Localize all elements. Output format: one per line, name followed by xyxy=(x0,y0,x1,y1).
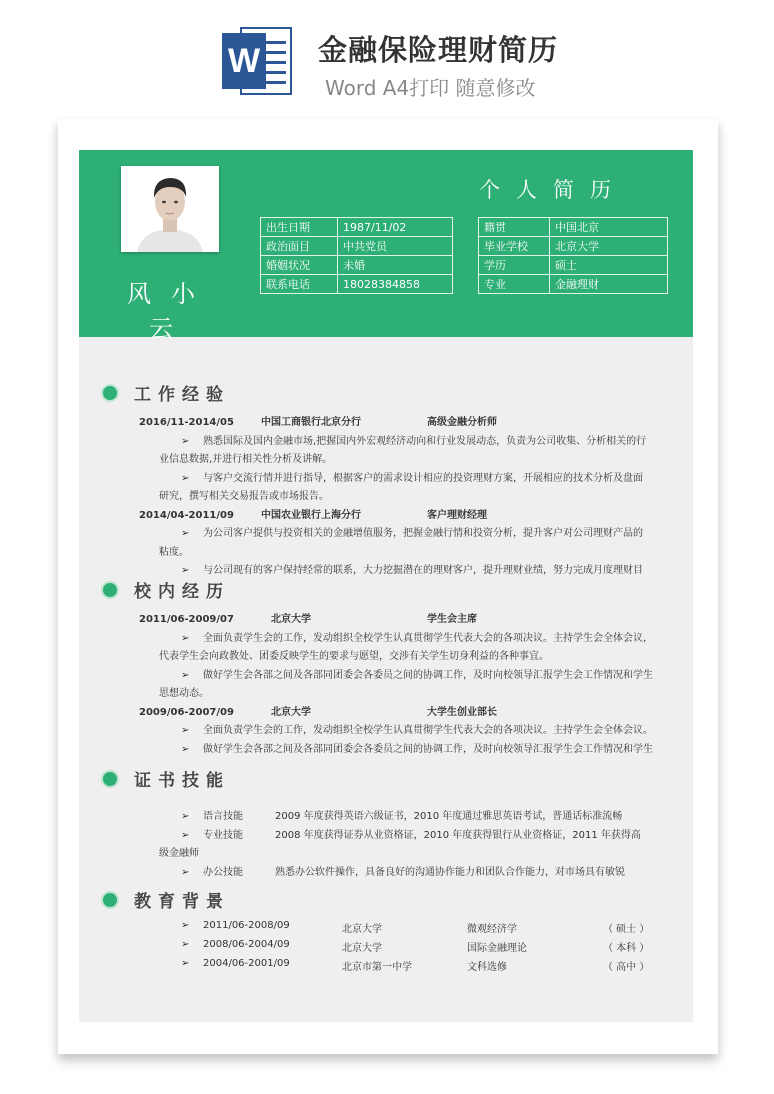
skill-continuation xyxy=(137,845,673,864)
work-entry-header xyxy=(137,507,673,526)
bullet-text: 与公司现有的客户保持经常的联系，大力挖掘潜在的理财客户，提升理财业绩，努力完成月度理财目 xyxy=(203,565,643,576)
work-section-body xyxy=(137,414,673,576)
resume-sheet xyxy=(58,119,718,1054)
entry-company: 中国工商银行北京分行 xyxy=(261,417,361,428)
bullet-continuation xyxy=(137,544,673,563)
info-value: 中国北京 xyxy=(550,218,668,237)
info-label: 婚姻状况 xyxy=(261,256,338,275)
bullet-line xyxy=(137,630,673,649)
word-letter: W xyxy=(222,33,266,89)
skill-text: 级金融师 xyxy=(159,848,199,859)
arrow-bullet-icon: ➢ xyxy=(181,669,190,681)
info-value: 北京大学 xyxy=(550,237,668,256)
bullet-text: 研究，撰写相关交易报告或市场报告。 xyxy=(159,491,329,502)
education-row xyxy=(137,939,673,958)
education-table xyxy=(137,920,673,977)
skill-line xyxy=(137,808,673,827)
banner-title: 金融保险理财简历 xyxy=(318,33,559,67)
top-banner xyxy=(0,0,774,110)
bullet-text: 代表学生会向政教处、团委反映学生的要求与愿望，交涉有关学生切身利益的各种事宜。 xyxy=(159,651,549,662)
bullet-text: 熟悉国际及国内金融市场,把握国内外宏观经济动向和行业发展动态，负责为公司收集、分析相关的行 xyxy=(203,435,647,447)
arrow-bullet-icon: ➢ xyxy=(181,565,190,576)
bullet-continuation xyxy=(137,648,673,667)
bullet-line xyxy=(137,433,673,452)
edu-degree: （ 本科 ） xyxy=(603,943,650,954)
section-title-text: 教育背景 xyxy=(134,892,230,912)
edu-degree: （ 硕士 ） xyxy=(603,924,650,935)
entry-period: 2016/11-2014/05 xyxy=(139,417,234,428)
skill-label: 语言技能 xyxy=(203,811,243,822)
bullet-line xyxy=(137,741,673,760)
candidate-name: 风小云 xyxy=(127,280,215,343)
education-row xyxy=(137,920,673,939)
arrow-bullet-icon: ➢ xyxy=(181,743,190,755)
info-value: 1987/11/02 xyxy=(338,218,453,237)
entry-position: 高级金融分析师 xyxy=(427,417,497,428)
bullet-continuation xyxy=(137,685,673,704)
edu-period: 2011/06-2008/09 xyxy=(203,920,290,931)
arrow-bullet-icon: ➢ xyxy=(181,472,190,484)
arrow-bullet-icon: ➢ xyxy=(181,528,190,539)
campus-entry-header xyxy=(137,611,673,630)
arrow-bullet-icon: ➢ xyxy=(181,829,190,841)
info-value: 硕士 xyxy=(550,256,668,275)
section-title-text: 校内经历 xyxy=(134,582,230,602)
edu-period: 2004/06-2001/09 xyxy=(203,958,290,969)
info-label: 专业 xyxy=(479,275,550,294)
bullet-continuation xyxy=(137,451,673,470)
entry-position: 大学生创业部长 xyxy=(427,706,497,718)
skill-label: 办公技能 xyxy=(203,866,243,878)
skill-text: 2009 年度获得英语六级证书，2010 年度通过雅思英语考试，普通话标准流畅 xyxy=(275,811,623,822)
edu-school: 北京大学 xyxy=(342,924,382,935)
skill-text: 熟悉办公软件操作，具备良好的沟通协作能力和团队合作能力，对市场具有敏锐 xyxy=(275,866,625,878)
info-label: 籍贯 xyxy=(479,218,550,237)
bullet-line xyxy=(137,722,673,741)
info-value: 中共党员 xyxy=(338,237,453,256)
bullet-text: 为公司客户提供与投资相关的金融增值服务，把握金融行情和投资分析，提升客户对公司理财产品的 xyxy=(203,528,643,539)
bullet-text: 全面负责学生会的工作，发动组织全校学生认真贯彻学生代表大会的各项决议。主持学生会全体会议， xyxy=(203,632,653,644)
entry-company: 北京大学 xyxy=(271,614,311,625)
green-dot-icon xyxy=(101,581,119,599)
entry-company: 中国农业银行上海分行 xyxy=(261,509,361,521)
bullet-text: 业信息数据,并进行相关性分析及讲解。 xyxy=(159,454,333,465)
entry-position: 学生会主席 xyxy=(427,614,477,625)
bullet-text: 全面负责学生会的工作，发动组织全校学生认真贯彻学生代表大会的各项决议。主持学生会全体会议。 xyxy=(203,725,653,736)
info-value: 未婚 xyxy=(338,256,453,275)
arrow-bullet-icon: ➢ xyxy=(181,958,190,969)
entry-period: 2011/06-2009/07 xyxy=(139,614,234,625)
bullet-text: 粘度。 xyxy=(159,546,189,558)
banner-subtitle: Word A4打印 随意修改 xyxy=(325,76,536,100)
resume-header xyxy=(79,150,693,343)
campus-entry-header xyxy=(137,704,673,723)
person-portrait-icon xyxy=(121,166,219,252)
section-title-text: 工作经验 xyxy=(134,385,230,405)
arrow-bullet-icon: ➢ xyxy=(181,811,190,822)
skills-section-body xyxy=(137,808,673,878)
info-label: 政治面目 xyxy=(261,237,338,256)
edu-major: 微观经济学 xyxy=(467,924,517,935)
bullet-line xyxy=(137,667,673,686)
edu-school: 北京大学 xyxy=(342,943,382,954)
info-row xyxy=(261,218,453,237)
info-row xyxy=(479,237,668,256)
info-label: 出生日期 xyxy=(261,218,338,237)
section-title-text: 证书技能 xyxy=(134,771,230,791)
education-row xyxy=(137,958,673,977)
bullet-line xyxy=(137,525,673,544)
resume-title: 个人简历 xyxy=(479,178,627,202)
arrow-bullet-icon: ➢ xyxy=(181,866,190,878)
arrow-bullet-icon: ➢ xyxy=(181,939,190,950)
edu-school: 北京市第一中学 xyxy=(342,962,412,973)
info-row xyxy=(261,237,453,256)
skill-text: 2008 年度获得证券从业资格证，2010 年度获得银行从业资格证，2011 年获得高 xyxy=(275,829,641,841)
info-value: 18028384858 xyxy=(338,275,453,294)
entry-period: 2009/06-2007/09 xyxy=(139,706,234,718)
info-label: 联系电话 xyxy=(261,275,338,294)
bullet-text: 与客户交流行情并进行指导，根据客户的需求设计相应的投资理财方案，开展相应的技术分析及盘面 xyxy=(203,472,643,484)
edu-period: 2008/06-2004/09 xyxy=(203,939,290,950)
bullet-text: 做好学生会各部之间及各部同团委会各委员之间的协调工作，及时向校领导汇报学生会工作情况和学生 xyxy=(203,669,653,681)
info-label: 毕业学校 xyxy=(479,237,550,256)
bullet-text: 做好学生会各部之间及各部同团委会各委员之间的协调工作，及时向校领导汇报学生会工作情况和学生 xyxy=(203,743,653,755)
info-table-left xyxy=(260,217,453,294)
info-row xyxy=(261,275,453,294)
bullet-continuation xyxy=(137,488,673,507)
campus-section-body xyxy=(137,611,673,759)
skill-label: 专业技能 xyxy=(203,829,243,841)
info-table-right xyxy=(478,217,668,294)
info-row xyxy=(479,275,668,294)
entry-position: 客户理财经理 xyxy=(427,509,487,521)
word-icon xyxy=(222,25,294,97)
info-row xyxy=(479,218,668,237)
profile-photo xyxy=(121,166,219,252)
edu-major: 国际金融理论 xyxy=(467,943,527,954)
entry-period: 2014/04-2011/09 xyxy=(139,509,234,521)
arrow-bullet-icon: ➢ xyxy=(181,920,190,931)
work-entry-header xyxy=(137,414,673,433)
info-value: 金融理财 xyxy=(550,275,668,294)
green-dot-icon xyxy=(101,891,119,909)
edu-degree: （ 高中 ） xyxy=(603,962,650,973)
resume-page xyxy=(79,150,693,1022)
skill-line xyxy=(137,864,673,883)
info-label: 学历 xyxy=(479,256,550,275)
arrow-bullet-icon: ➢ xyxy=(181,435,190,447)
bullet-line xyxy=(137,470,673,489)
info-row xyxy=(479,256,668,275)
arrow-bullet-icon: ➢ xyxy=(181,632,190,644)
green-dot-icon xyxy=(101,770,119,788)
arrow-bullet-icon: ➢ xyxy=(181,725,190,736)
skill-line xyxy=(137,827,673,846)
edu-major: 文科选修 xyxy=(467,962,507,973)
info-row xyxy=(261,256,453,275)
bullet-text: 思想动态。 xyxy=(159,688,209,699)
entry-company: 北京大学 xyxy=(271,706,311,718)
green-dot-icon xyxy=(101,384,119,402)
